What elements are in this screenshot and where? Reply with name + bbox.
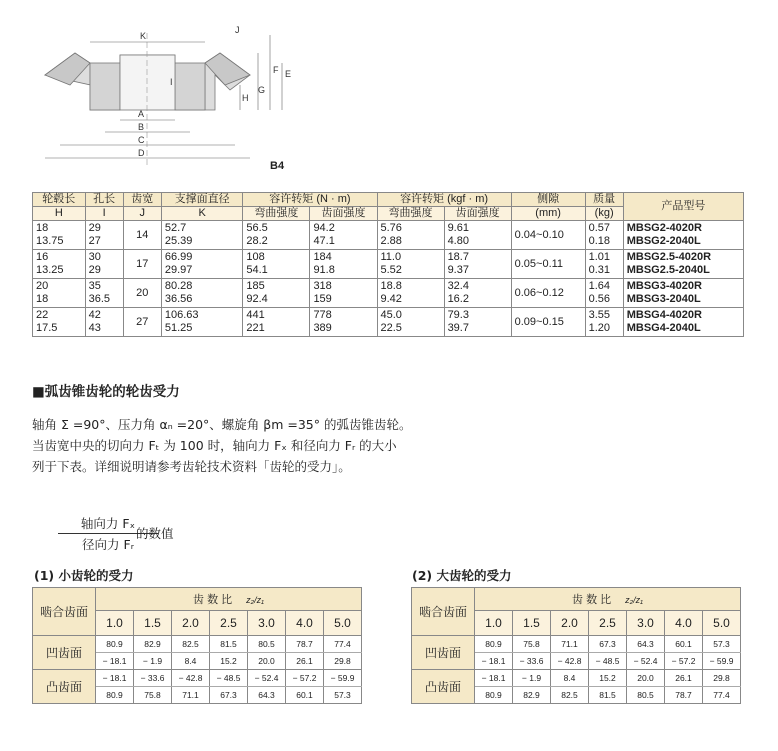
dim-e: E (285, 69, 292, 79)
cell-nm-face-value: 184 (313, 251, 332, 263)
cell-kgf-face (444, 279, 511, 308)
concave-top-row (33, 636, 362, 653)
cell-model (623, 250, 743, 279)
mesh-face-header: 啮合齿面 (33, 588, 96, 636)
force-header-row (33, 588, 362, 611)
header-mass: 质量 (585, 193, 623, 207)
cell-support-dia-value: 66.99 (164, 251, 193, 263)
ratio-header (96, 588, 362, 611)
cell-nm-bend-value: 54.1 (246, 264, 268, 276)
ratio-value: 1.5 (513, 611, 551, 636)
header-face-width: 齿宽 (123, 193, 161, 207)
spec-row (33, 279, 744, 308)
radial-force-value: 78.7 (665, 687, 703, 704)
convex-face-label: 凸齿面 (33, 670, 96, 704)
dim-j: J (235, 25, 240, 35)
axial-force-value: 60.1 (665, 636, 703, 653)
cell-nm-bend-value: 28.2 (246, 235, 268, 247)
axial-force-value: 78.7 (286, 636, 324, 653)
cell-kgf-face-value: 4.80 (447, 235, 469, 247)
cell-kgf-face (444, 308, 511, 337)
cell-nm-bend (243, 221, 310, 250)
cell-mass-value: 1.01 (588, 251, 611, 263)
cell-hub-length-value: 22 (36, 309, 49, 321)
ratio-value: 4.0 (286, 611, 324, 636)
spec-row (33, 221, 744, 250)
radial-force-value: 60.1 (286, 687, 324, 704)
cell-face-width: 27 (123, 308, 161, 337)
axial-force-value: 75.8 (513, 636, 551, 653)
cell-face-width: 14 (123, 221, 161, 250)
cell-backlash: 0.04~0.10 (511, 221, 585, 250)
cell-bore-length-value: 30 (88, 251, 101, 263)
cell-kgf-bend (377, 308, 444, 337)
spec-table (32, 192, 744, 337)
header-nm-face: 齿面强度 (310, 207, 377, 221)
ratio-value: 5.0 (703, 611, 741, 636)
cell-mass-value: 0.18 (588, 235, 611, 247)
cell-kgf-face-value: 39.7 (447, 322, 469, 334)
figure-label: B4 (270, 160, 285, 172)
radial-force-value: − 33.6 (513, 653, 551, 670)
concave-top-row (412, 636, 741, 653)
cell-hub-length-value: 13.25 (36, 264, 64, 276)
cell-model-value: MBSG3-4020R (626, 280, 702, 292)
cell-hub-length (33, 308, 86, 337)
cell-bore-length (85, 308, 123, 337)
cell-hub-length (33, 279, 86, 308)
cell-support-dia (161, 250, 243, 279)
section-title: ■弧齿锥齿轮的轮齿受力 (32, 384, 180, 400)
cell-mass-value: 1.20 (588, 322, 611, 334)
header-kgf-face: 齿面强度 (444, 207, 511, 221)
cell-kgf-bend-value: 5.52 (380, 264, 402, 276)
cell-support-dia-value: 25.39 (164, 235, 193, 247)
cell-hub-length-value: 20 (36, 280, 49, 292)
cell-nm-face-value: 94.2 (313, 222, 335, 234)
cell-nm-bend-value: 441 (246, 309, 265, 321)
cell-hub-length (33, 221, 86, 250)
dim-a: A (138, 109, 145, 119)
cell-model-value: MBSG4-2040L (626, 322, 701, 334)
cell-kgf-bend-value: 11.0 (380, 251, 402, 263)
ratio-value: 3.0 (248, 611, 286, 636)
cell-hub-length-value: 17.5 (36, 322, 58, 334)
radial-force-value: 75.8 (134, 687, 172, 704)
axial-force-value: − 33.6 (134, 670, 172, 687)
cell-nm-bend-value: 221 (246, 322, 265, 334)
cell-bore-length-value: 29 (88, 264, 101, 276)
radial-force-value: 71.1 (172, 687, 210, 704)
ratio-value: 2.0 (551, 611, 589, 636)
radial-force-value: 82.5 (551, 687, 589, 704)
convex-top-row (33, 670, 362, 687)
cell-kgf-bend (377, 250, 444, 279)
cell-face-width: 17 (123, 250, 161, 279)
axial-force-value: − 48.5 (210, 670, 248, 687)
large-gear-title: (2) 大齿轮的受力 (412, 568, 512, 583)
header-backlash-unit: (mm) (511, 207, 585, 221)
cell-support-dia-value: 36.56 (164, 293, 193, 305)
cell-face-width: 20 (123, 279, 161, 308)
cell-model-value: MBSG4-4020R (626, 309, 702, 321)
radial-force-value: 82.9 (513, 687, 551, 704)
dim-f: F (273, 65, 279, 75)
header-mass-unit: (kg) (585, 207, 623, 221)
cell-nm-bend (243, 250, 310, 279)
cell-bore-length-value: 29 (88, 222, 101, 234)
header-nm-bend: 弯曲强度 (243, 207, 310, 221)
ratio-value: 5.0 (324, 611, 362, 636)
cell-nm-face-value: 91.8 (313, 264, 335, 276)
axial-force-value: − 52.4 (248, 670, 286, 687)
cell-mass (585, 308, 623, 337)
convex-top-row (412, 670, 741, 687)
radial-force-value: 67.3 (210, 687, 248, 704)
header-kgf-bend: 弯曲强度 (377, 207, 444, 221)
axial-force-value: 80.9 (475, 636, 513, 653)
cell-support-dia (161, 221, 243, 250)
axial-force-value: 80.5 (248, 636, 286, 653)
fraction-denominator: 径向力 Fᵣ (82, 537, 134, 552)
dim-d: D (138, 148, 145, 158)
cell-support-dia-value: 52.7 (164, 222, 187, 234)
header-i: I (85, 207, 123, 221)
ratio-label: 齿 数 比 (572, 594, 612, 606)
cell-bore-length (85, 279, 123, 308)
dim-c: C (138, 135, 145, 145)
radial-force-value: − 52.4 (627, 653, 665, 670)
ratio-label: 齿 数 比 (193, 594, 233, 606)
cell-model (623, 221, 743, 250)
dim-k: K (140, 31, 147, 41)
header-backlash: 侧隙 (511, 193, 585, 207)
axial-force-value: 81.5 (210, 636, 248, 653)
cell-support-dia (161, 279, 243, 308)
cell-nm-face-value: 159 (313, 293, 332, 305)
radial-force-value: 29.8 (324, 653, 362, 670)
cell-kgf-face-value: 79.3 (447, 309, 469, 321)
radial-force-value: 20.0 (248, 653, 286, 670)
ratio-value: 1.0 (475, 611, 513, 636)
cell-mass (585, 279, 623, 308)
axial-force-value: 82.9 (134, 636, 172, 653)
header-h: H (33, 207, 86, 221)
cell-backlash: 0.09~0.15 (511, 308, 585, 337)
cell-bore-length-value: 36.5 (88, 293, 111, 305)
cell-nm-face (310, 250, 377, 279)
axial-force-value: 82.5 (172, 636, 210, 653)
cell-mass-value: 3.55 (588, 309, 611, 321)
cell-mass-value: 0.56 (588, 293, 611, 305)
ratio-header (475, 588, 741, 611)
cell-model-value: MBSG2-2040L (626, 235, 701, 247)
cell-kgf-face (444, 221, 511, 250)
cell-kgf-face-value: 9.61 (447, 222, 469, 234)
cell-kgf-bend-value: 2.88 (380, 235, 402, 247)
axial-force-value: 26.1 (665, 670, 703, 687)
cell-kgf-face-value: 32.4 (447, 280, 469, 292)
cell-nm-face-value: 318 (313, 280, 332, 292)
cell-kgf-bend-value: 9.42 (380, 293, 402, 305)
concave-face-label: 凹齿面 (33, 636, 96, 670)
cell-model-value: MBSG2.5-4020R (626, 251, 712, 263)
cell-nm-bend-value: 108 (246, 251, 265, 263)
dim-g: G (258, 85, 266, 95)
axial-force-value: 71.1 (551, 636, 589, 653)
radial-force-value: 77.4 (703, 687, 741, 704)
cell-nm-face (310, 308, 377, 337)
cell-kgf-bend-value: 18.8 (380, 280, 402, 292)
cell-kgf-face-value: 9.37 (447, 264, 469, 276)
axial-force-value: − 57.2 (286, 670, 324, 687)
axial-force-value: 77.4 (324, 636, 362, 653)
radial-force-value: 26.1 (286, 653, 324, 670)
cell-support-dia-value: 51.25 (164, 322, 193, 334)
small-gear-force-table (32, 587, 362, 704)
fraction-caption: 的数值 (136, 526, 174, 541)
radial-force-value: 15.2 (210, 653, 248, 670)
axial-force-value: 20.0 (627, 670, 665, 687)
cell-bore-length (85, 221, 123, 250)
cell-kgf-bend-value: 22.5 (380, 322, 402, 334)
radial-force-value: 80.9 (475, 687, 513, 704)
axial-force-value: 64.3 (627, 636, 665, 653)
radial-force-value: 57.3 (324, 687, 362, 704)
ratio-value: 2.5 (589, 611, 627, 636)
cell-hub-length-value: 18 (36, 222, 49, 234)
radial-force-value: − 42.8 (551, 653, 589, 670)
ratio-value: 3.0 (627, 611, 665, 636)
cell-kgf-face-value: 16.2 (447, 293, 469, 305)
cell-bore-length-value: 42 (88, 309, 101, 321)
cell-model-value: MBSG3-2040L (626, 293, 701, 305)
ratio-value: 2.0 (172, 611, 210, 636)
paragraph-1: 轴角 Σ =90°、压力角 αₙ =20°、螺旋角 βm =35° 的弧齿锥齿轮。 (32, 417, 412, 432)
radial-force-value: − 1.9 (134, 653, 172, 670)
dim-h: H (242, 93, 249, 103)
cell-mass-value: 1.64 (588, 280, 611, 292)
header-j: J (123, 207, 161, 221)
axial-force-value: 80.9 (96, 636, 134, 653)
axial-force-value: 57.3 (703, 636, 741, 653)
cell-bore-length-value: 35 (88, 280, 101, 292)
small-gear-title: (1) 小齿轮的受力 (34, 568, 134, 583)
cell-hub-length (33, 250, 86, 279)
header-model: 产品型号 (623, 193, 743, 221)
concave-face-label: 凹齿面 (412, 636, 475, 670)
spec-row (33, 308, 744, 337)
axial-force-value: 29.8 (703, 670, 741, 687)
axial-force-value: − 18.1 (475, 670, 513, 687)
ratio-symbol: z₂/z₁ (625, 595, 643, 605)
cell-nm-bend (243, 279, 310, 308)
cell-hub-length-value: 13.75 (36, 235, 64, 247)
cell-mass (585, 221, 623, 250)
cell-model (623, 279, 743, 308)
paragraph-3: 列于下表。详细说明请参考齿轮技术资料「齿轮的受力」。 (32, 459, 351, 474)
cell-kgf-bend (377, 279, 444, 308)
bevel-gear-cross-section (30, 15, 360, 190)
radial-force-value: − 57.2 (665, 653, 703, 670)
ratio-value: 4.0 (665, 611, 703, 636)
cell-nm-face-value: 389 (313, 322, 332, 334)
radial-force-value: 81.5 (589, 687, 627, 704)
ratio-value: 2.5 (210, 611, 248, 636)
cell-backlash: 0.06~0.12 (511, 279, 585, 308)
header-k: K (161, 207, 243, 221)
cell-kgf-bend (377, 221, 444, 250)
cell-bore-length-value: 43 (88, 322, 101, 334)
cell-mass-value: 0.31 (588, 264, 611, 276)
cell-backlash: 0.05~0.11 (511, 250, 585, 279)
cell-mass-value: 0.57 (588, 222, 611, 234)
axial-force-value: 15.2 (589, 670, 627, 687)
cell-model-value: MBSG2.5-2040L (626, 264, 710, 276)
ratio-value: 1.0 (96, 611, 134, 636)
radial-force-value: − 48.5 (589, 653, 627, 670)
cell-nm-face (310, 279, 377, 308)
cell-kgf-bend-value: 45.0 (380, 309, 402, 321)
cell-nm-face-value: 47.1 (313, 235, 335, 247)
large-gear-force-table (411, 587, 741, 704)
convex-face-label: 凸齿面 (412, 670, 475, 704)
cell-support-dia-value: 106.63 (164, 309, 199, 321)
cell-nm-bend-value: 92.4 (246, 293, 268, 305)
cell-support-dia (161, 308, 243, 337)
axial-force-value: − 59.9 (324, 670, 362, 687)
dim-b: B (138, 122, 145, 132)
radial-force-value: 80.9 (96, 687, 134, 704)
cell-kgf-bend-value: 5.76 (380, 222, 402, 234)
radial-force-value: − 59.9 (703, 653, 741, 670)
header-bore-length: 孔长 (85, 193, 123, 207)
cell-model-value: MBSG2-4020R (626, 222, 702, 234)
cell-model (623, 308, 743, 337)
gear-drawing (30, 15, 360, 190)
mesh-face-header: 啮合齿面 (412, 588, 475, 636)
cell-nm-bend-value: 56.5 (246, 222, 268, 234)
cell-bore-length (85, 250, 123, 279)
cell-support-dia-value: 29.97 (164, 264, 193, 276)
axial-force-value: − 1.9 (513, 670, 551, 687)
cell-nm-bend-value: 185 (246, 280, 265, 292)
header-torque-nm: 容许转矩 (N · m) (243, 193, 377, 207)
cell-hub-length-value: 18 (36, 293, 49, 305)
header-hub-length: 轮毂长 (33, 193, 86, 207)
axial-force-value: − 18.1 (96, 670, 134, 687)
cell-bore-length-value: 27 (88, 235, 101, 247)
radial-force-value: − 18.1 (475, 653, 513, 670)
cell-support-dia-value: 80.28 (164, 280, 193, 292)
ratio-symbol: z₂/z₁ (246, 595, 264, 605)
radial-force-value: 64.3 (248, 687, 286, 704)
cell-hub-length-value: 16 (36, 251, 49, 263)
header-support-dia: 支撑面直径 (161, 193, 243, 207)
axial-force-value: 8.4 (551, 670, 589, 687)
cell-kgf-face-value: 18.7 (447, 251, 469, 263)
fraction-numerator: 轴向力 Fₓ (80, 516, 136, 531)
cell-mass (585, 250, 623, 279)
paragraph-2: 当齿宽中央的切向力 Fₜ 为 100 时，轴向力 Fₓ 和径向力 Fᵣ 的大小 (32, 438, 397, 453)
cell-nm-face (310, 221, 377, 250)
radial-force-value: − 18.1 (96, 653, 134, 670)
radial-force-value: 8.4 (172, 653, 210, 670)
axial-force-value: − 42.8 (172, 670, 210, 687)
cell-nm-face-value: 778 (313, 309, 332, 321)
axial-force-value: 67.3 (589, 636, 627, 653)
spec-row (33, 250, 744, 279)
cell-nm-bend (243, 308, 310, 337)
cell-kgf-face (444, 250, 511, 279)
force-header-row (412, 588, 741, 611)
radial-force-value: 80.5 (627, 687, 665, 704)
dim-i: I (170, 77, 173, 87)
header-torque-kgf: 容许转矩 (kgf · m) (377, 193, 511, 207)
ratio-value: 1.5 (134, 611, 172, 636)
